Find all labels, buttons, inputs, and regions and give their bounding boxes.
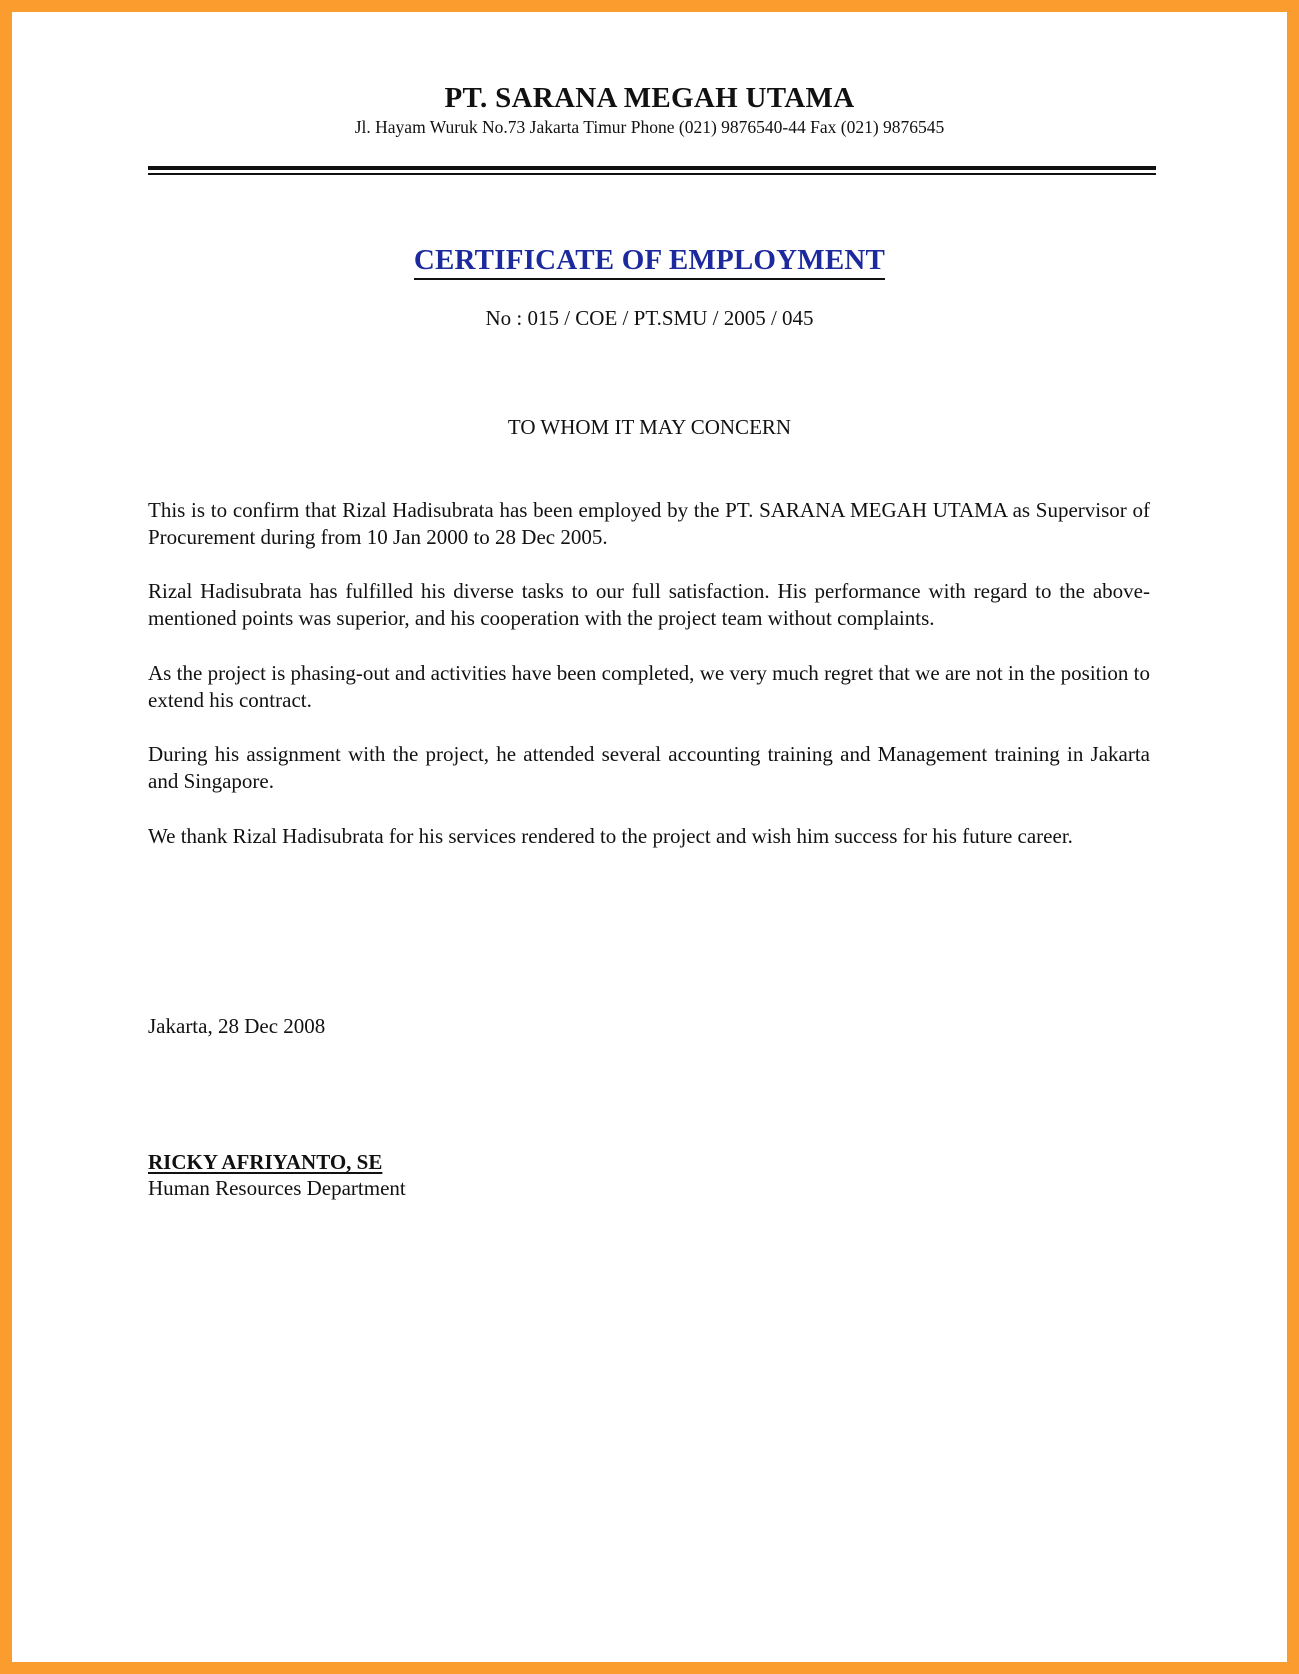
company-name: PT. SARANA MEGAH UTAMA	[444, 82, 855, 114]
certificate-number: No : 015 / COE / PT.SMU / 2005 / 045	[485, 306, 814, 330]
certificate-title-wrapper	[0, 244, 1299, 280]
signatory-name: RICKY AFRIYANTO, SE	[148, 1150, 383, 1174]
salutation: TO WHOM IT MAY CONCERN	[507, 415, 792, 439]
signatory-department: Human Resources Department	[148, 1176, 406, 1200]
place-and-date: Jakarta, 28 Dec 2008	[148, 1014, 326, 1038]
body-paragraph-1: This is to confirm that Rizal Hadisubrata has been employed by the PT. SARANA MEGAH UTAMA as Supervisor of Procurement during from 10 Jan 2000 to 28 Dec 2005.	[148, 498, 1150, 549]
body-paragraph-2: Rizal Hadisubrata has fulfilled his diverse tasks to our full satisfaction. His performance with regard to the above-mentioned points was superior, and his cooperation with the project team without complaints.	[148, 579, 1150, 630]
certificate-title: CERTIFICATE OF EMPLOYMENT	[414, 244, 885, 280]
body-paragraph-3: As the project is phasing-out and activities have been completed, we very much regret that we are not in the position to extend his contract.	[148, 661, 1150, 712]
body-paragraph-5: We thank Rizal Hadisubrata for his services rendered to the project and wish him success for his future career.	[148, 824, 1073, 848]
letterhead-divider	[148, 166, 1156, 175]
company-address: Jl. Hayam Wuruk No.73 Jakarta Timur Phone (021) 9876540-44 Fax (021) 9876545	[354, 117, 945, 137]
body-paragraph-4: During his assignment with the project, he attended several accounting training and Management training in Jakarta and Singapore.	[148, 742, 1150, 793]
